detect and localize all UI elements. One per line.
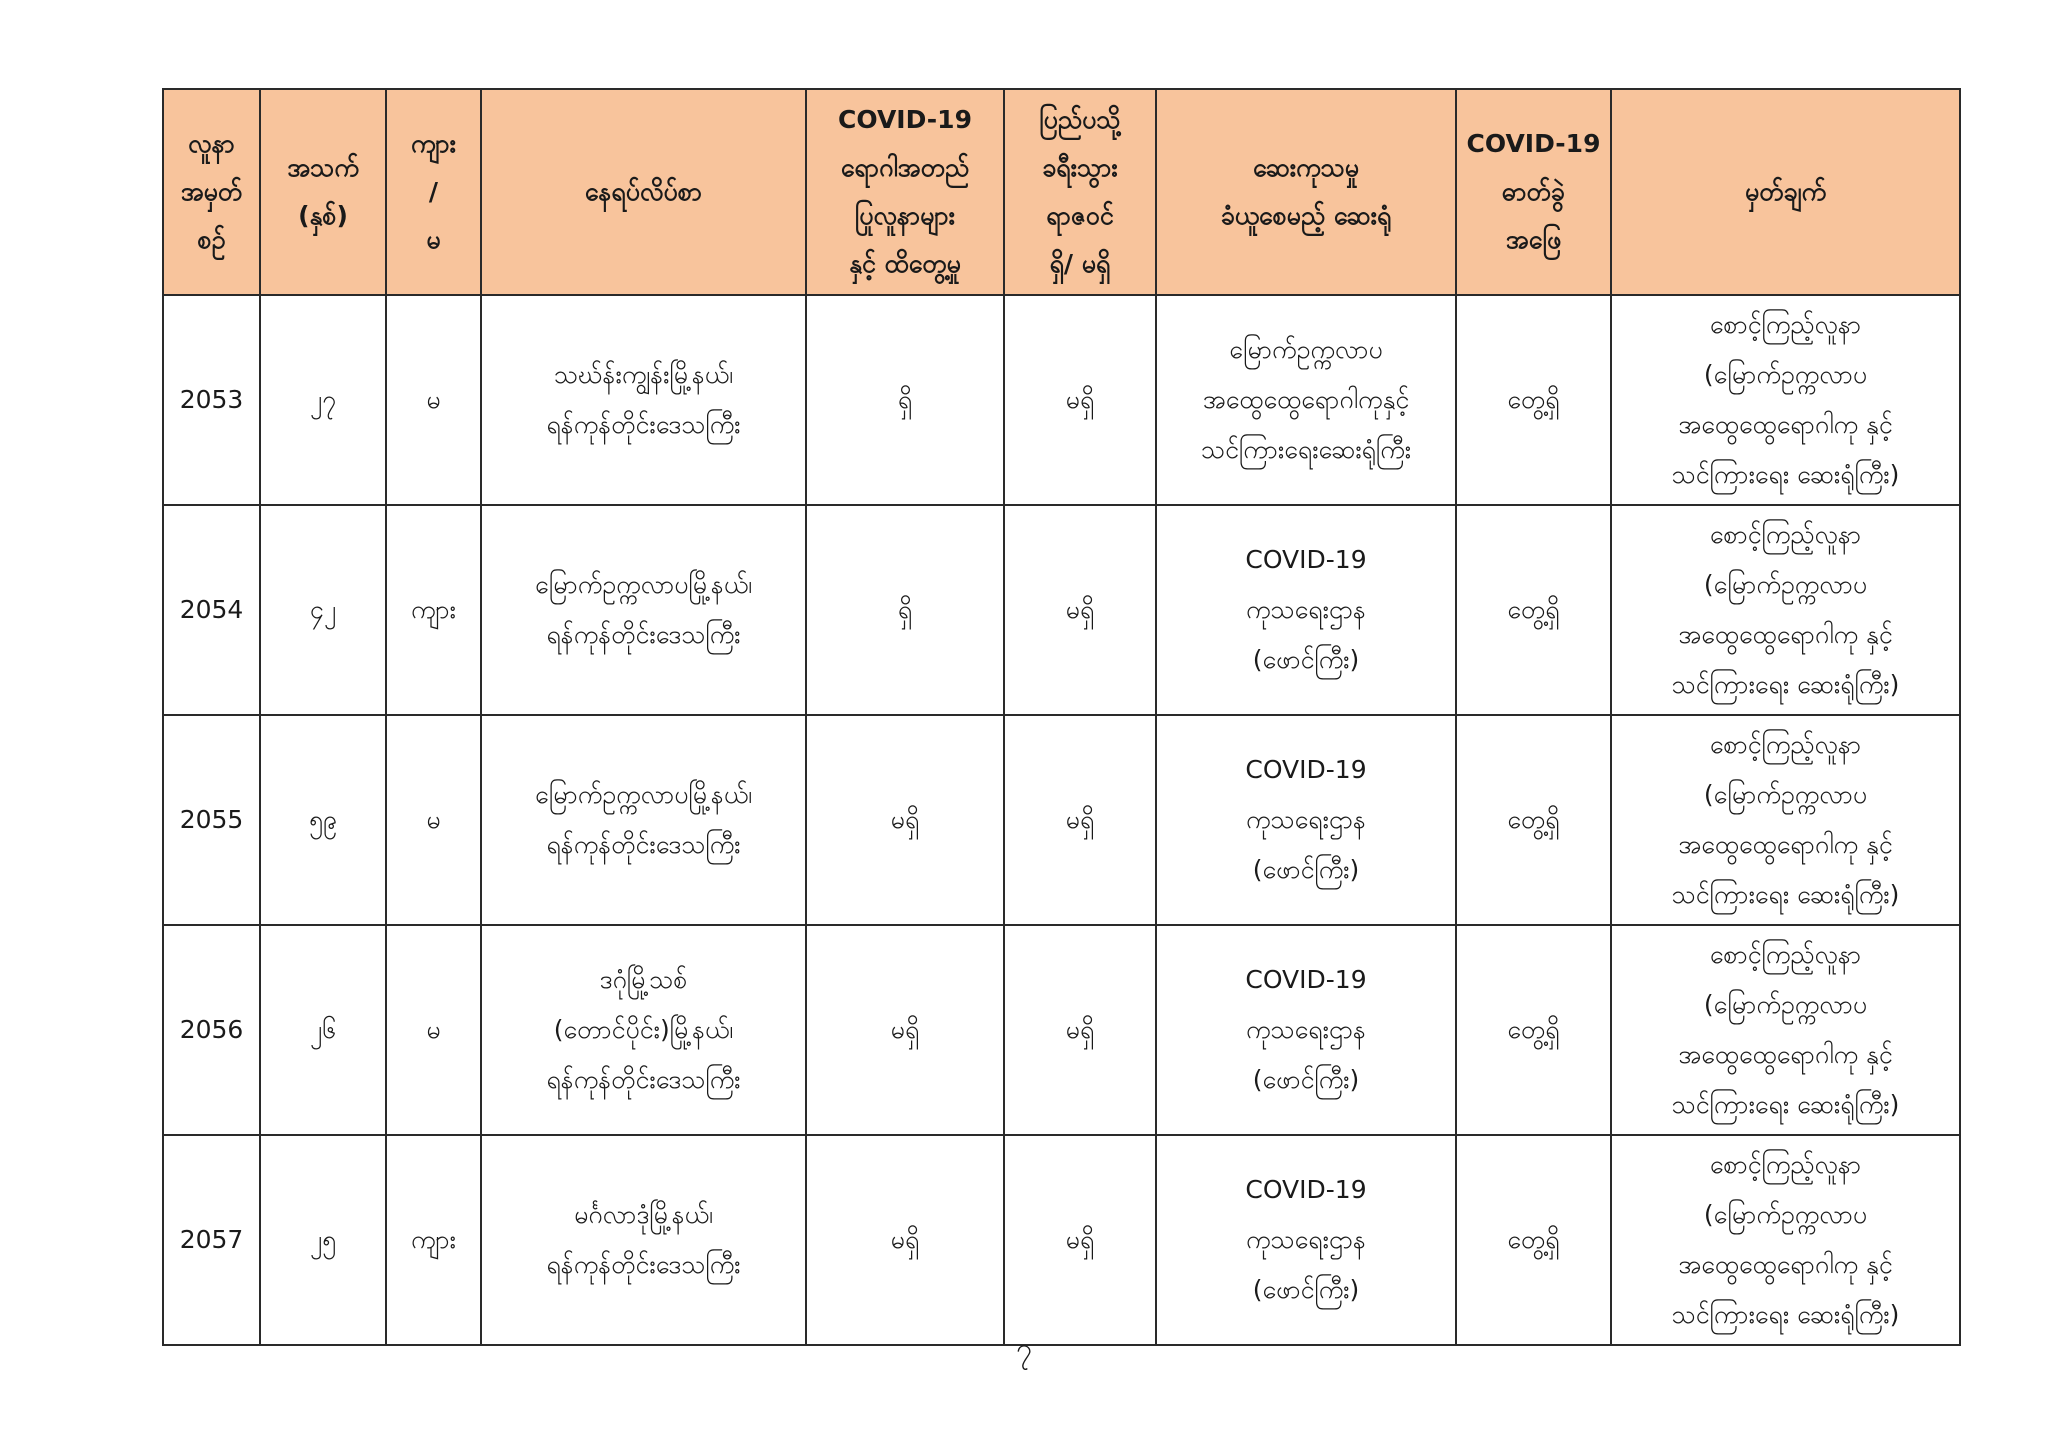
cell-sex: မ — [386, 295, 481, 505]
cell-sex: ကျား — [386, 1135, 481, 1345]
cell-address: ဒဂုံမြို့သစ် (တောင်ပိုင်း)မြို့နယ်၊ ရန်ကုန်တိုင်းဒေသကြီး — [481, 925, 806, 1135]
header-patient-no: လူနာ အမှတ် စဉ် — [163, 89, 260, 295]
cell-lab-result: တွေ့ရှိ — [1456, 925, 1611, 1135]
table-row — [163, 1135, 1960, 1345]
cell-travel-history: မရှိ — [1004, 505, 1156, 715]
cell-travel-history: မရှိ — [1004, 715, 1156, 925]
table-row — [163, 715, 1960, 925]
cell-remarks: စောင့်ကြည့်လူနာ (မြောက်ဥက္ကလာပ အထွေထွေရောဂါကု နှင့် သင်ကြားရေး ဆေးရုံကြီး) — [1611, 925, 1960, 1135]
cell-travel-history: မရှိ — [1004, 295, 1156, 505]
cell-lab-result: တွေ့ရှိ — [1456, 715, 1611, 925]
cell-travel-history: မရှိ — [1004, 1135, 1156, 1345]
header-remarks: မှတ်ချက် — [1611, 89, 1960, 295]
cell-remarks: စောင့်ကြည့်လူနာ (မြောက်ဥက္ကလာပ အထွေထွေရောဂါကု နှင့် သင်ကြားရေး ဆေးရုံကြီး) — [1611, 505, 1960, 715]
cell-age: ၄၂ — [260, 505, 386, 715]
header-age: အသက် (နှစ်) — [260, 89, 386, 295]
cell-contact: ရှိ — [806, 295, 1004, 505]
header-hospital: ဆေးကုသမှု ခံယူစေမည့် ဆေးရုံ — [1156, 89, 1456, 295]
patient-table — [162, 88, 1961, 1346]
cell-travel-history: မရှိ — [1004, 925, 1156, 1135]
cell-contact: မရှိ — [806, 925, 1004, 1135]
cell-sex: ကျား — [386, 505, 481, 715]
cell-patient-no: 2054 — [163, 505, 260, 715]
cell-hospital: COVID-19 ကုသရေးဌာန (ဖောင်ကြီး) — [1156, 505, 1456, 715]
table-row — [163, 925, 1960, 1135]
header-travel-history: ပြည်ပသို့ ခရီးသွား ရာဇဝင် ရှိ/ မရှိ — [1004, 89, 1156, 295]
cell-remarks: စောင့်ကြည့်လူနာ (မြောက်ဥက္ကလာပ အထွေထွေရောဂါကု နှင့် သင်ကြားရေး ဆေးရုံကြီး) — [1611, 1135, 1960, 1345]
table-header-row — [163, 89, 1960, 295]
header-sex: ကျား / မ — [386, 89, 481, 295]
cell-sex: မ — [386, 925, 481, 1135]
cell-lab-result: တွေ့ရှိ — [1456, 295, 1611, 505]
cell-address: သဃ်န်းကျွန်းမြို့နယ်၊ ရန်ကုန်တိုင်းဒေသကြီး — [481, 295, 806, 505]
cell-contact: ရှိ — [806, 505, 1004, 715]
page-number: ၇ — [1016, 1332, 1032, 1365]
header-contact: COVID-19 ရောဂါအတည် ပြုလူနာများ နှင့် ထိတွေ့မှု — [806, 89, 1004, 295]
cell-hospital: မြောက်ဥက္ကလာပ အထွေထွေရောဂါကုနှင့် သင်ကြားရေးဆေးရုံကြီး — [1156, 295, 1456, 505]
cell-age: ၂၇ — [260, 295, 386, 505]
cell-remarks: စောင့်ကြည့်လူနာ (မြောက်ဥက္ကလာပ အထွေထွေရောဂါကု နှင့် သင်ကြားရေး ဆေးရုံကြီး) — [1611, 715, 1960, 925]
cell-age: ၅၉ — [260, 715, 386, 925]
cell-hospital: COVID-19 ကုသရေးဌာန (ဖောင်ကြီး) — [1156, 715, 1456, 925]
header-lab-result: COVID-19 ဓာတ်ခွဲ အဖြေ — [1456, 89, 1611, 295]
cell-address: မြောက်ဥက္ကလာပမြို့နယ်၊ ရန်ကုန်တိုင်းဒေသကြီး — [481, 505, 806, 715]
cell-patient-no: 2055 — [163, 715, 260, 925]
cell-age: ၂၆ — [260, 925, 386, 1135]
cell-lab-result: တွေ့ရှိ — [1456, 505, 1611, 715]
cell-patient-no: 2056 — [163, 925, 260, 1135]
table-row — [163, 505, 1960, 715]
cell-sex: မ — [386, 715, 481, 925]
cell-address: မင်္ဂလာဒုံမြို့နယ်၊ ရန်ကုန်တိုင်းဒေသကြီး — [481, 1135, 806, 1345]
table-row — [163, 295, 1960, 505]
cell-contact: မရှိ — [806, 1135, 1004, 1345]
header-address: နေရပ်လိပ်စာ — [481, 89, 806, 295]
cell-patient-no: 2053 — [163, 295, 260, 505]
cell-hospital: COVID-19 ကုသရေးဌာန (ဖောင်ကြီး) — [1156, 1135, 1456, 1345]
cell-age: ၂၅ — [260, 1135, 386, 1345]
cell-patient-no: 2057 — [163, 1135, 260, 1345]
cell-contact: မရှိ — [806, 715, 1004, 925]
cell-hospital: COVID-19 ကုသရေးဌာန (ဖောင်ကြီး) — [1156, 925, 1456, 1135]
cell-lab-result: တွေ့ရှိ — [1456, 1135, 1611, 1345]
cell-remarks: စောင့်ကြည့်လူနာ (မြောက်ဥက္ကလာပ အထွေထွေရောဂါကု နှင့် သင်ကြားရေး ဆေးရုံကြီး) — [1611, 295, 1960, 505]
cell-address: မြောက်ဥက္ကလာပမြို့နယ်၊ ရန်ကုန်တိုင်းဒေသကြီး — [481, 715, 806, 925]
